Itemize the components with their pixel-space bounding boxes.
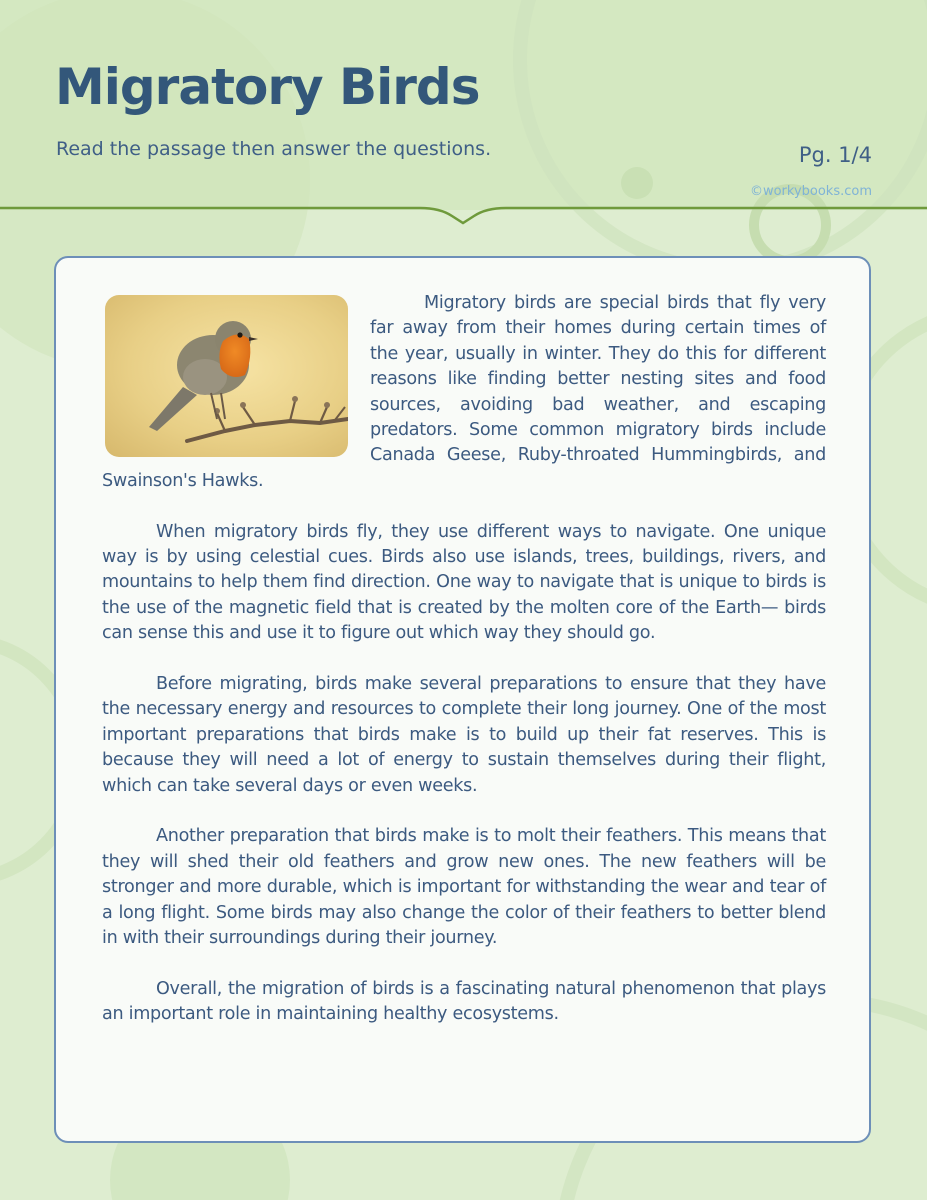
robin-photo [105,295,348,457]
passage-paragraph-3: Before migrating, birds make several preparations to ensure that they have the necessary energy and resources to complete their long journey. One of the most important preparations that birds make is to build up their fat reserves. This is because they will need a lot of energy to sustain themselves during their flight, which can take several days or even weeks. [102,674,826,796]
passage-paragraph-4: Another preparation that birds make is to molt their feathers. This means that they will shed their old feathers and grow new ones. The new feathers will be stronger and more durable, which is important for withstanding the wear and tear of a long flight. Some birds may also change the color of their feathers to better blend in with their surroundings during their journey. [102,826,826,949]
page-title: Migratory Birds [55,58,480,116]
page-number: Pg. 1/4 [798,143,872,167]
passage-paragraph-5: Overall, the migration of birds is a fascinating natural phenomenon that plays an important role in maintaining healthy ecosystems. [102,978,826,1025]
passage-paragraph-2: When migratory birds fly, they use different ways to navigate. One unique way is by using celestial cues. Birds also use islands, trees, buildings, rivers, and mountains to help them find direction. One way to navigate that is unique to birds is the use of the magnetic field that is created by the molten core of the Earth— birds can sense this and use it to figure out which way they should go. [102,521,826,644]
passage-body [102,291,826,1028]
copyright-link[interactable]: ©workybooks.com [749,184,872,199]
header-divider [0,196,927,226]
reading-passage-card [54,256,871,1143]
instructions-text: Read the passage then answer the questions. [56,138,492,160]
passage-paragraph-1: Migratory birds are special birds that fly very far away from their homes during certain times of the year, usually in winter. They do this for different reasons like finding better nesting sites and food sources, avoiding bad weather, and escaping predators. Some common migratory birds include Canada Geese, Ruby-throated Hummingbirds, and Swainson's Hawks. [102,293,826,491]
